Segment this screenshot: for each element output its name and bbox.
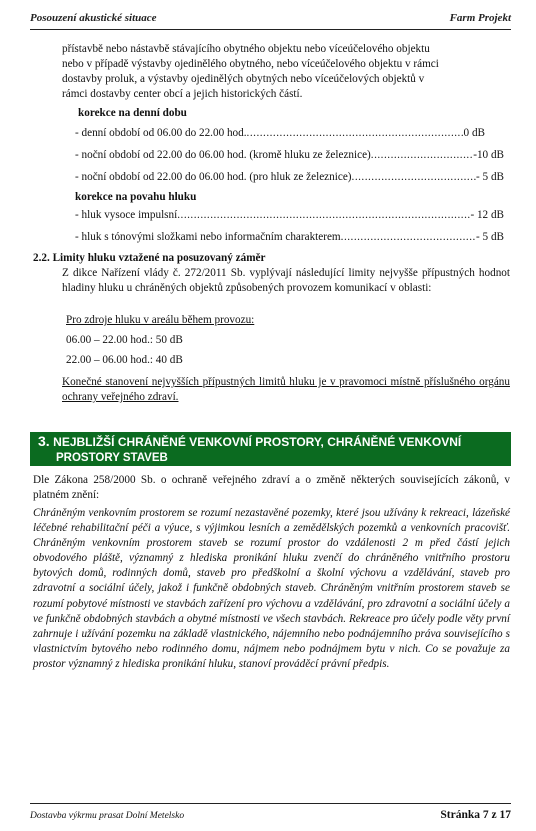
law-reference: Dle Zákona 258/2000 Sb. o ochraně veřejného zdraví a o změně některých souvisejících zákonů, v platném znění: <box>33 474 510 501</box>
section-3-heading-bar <box>30 432 511 466</box>
row-label: - denní období od 06.00 do 22.00 hod. <box>75 127 247 139</box>
intro-line: rámci dostavby center obcí a jejich historických částí. <box>62 88 303 100</box>
row-label: - noční období od 22.00 do 06.00 hod. (pro hluk ze železnice) <box>75 171 352 183</box>
row-value: 0 dB <box>463 127 485 139</box>
section-3-title-line2: PROSTORY STAVEB <box>56 452 168 464</box>
page-footer <box>30 803 511 823</box>
korekce-den-row <box>75 126 485 141</box>
row-value: - 5 dB <box>476 171 504 183</box>
zdroje-label: Pro zdroje hluku v areálu během provozu: <box>66 314 255 326</box>
intro-line: přístavbě nebo nástavbě stávajícího obytného objektu nebo víceúčelového objektu <box>62 43 430 55</box>
section-3-number: 3. <box>38 433 50 449</box>
intro-line: dostavby proluk, a výstavby ojedinělých obytných nebo víceúčelových objektů v <box>62 73 425 85</box>
row-label: - hluk vysoce impulsní <box>75 209 178 221</box>
leader-dots <box>177 208 470 223</box>
limits-conclusion: Konečné stanovení nejvyšších přípustných limitů hluku je v pravomoci místně příslušného orgánu ochrany veřejného zdraví. <box>62 376 510 403</box>
header-title: Posouzení akustické situace <box>30 12 157 24</box>
footer-project: Dostavba výkrmu prasat Dolní Metelsko <box>30 811 185 821</box>
leader-dots <box>352 170 477 185</box>
page-word: Stránka <box>440 809 481 821</box>
intro-paragraph <box>62 42 510 102</box>
protected-area-definition: Chráněným venkovním prostorem se rozumí nezastavěné pozemky, které jsou užívány k rekreaci, lázeňské léčebné rehabilitační péči a výuce, s výjimkou lesních a zemědělských pozemků a venkovních pracovišť. Chráněným venkovním prostorem staveb se rozumí prostor do vzdálenosti 2 m před částí jejich obvodového pláště, významný z hlediska pronikání hluku zvenčí do chráněného vnitřního prostoru bytových domů, rodinných domů, staveb pro předškolní a školní výchovu a vzdělávání, staveb pro zdravotní a sociální účely, jakož i funkčně obdobných staveb. Chráněným vnitřním prostorem staveb se rozumí pobytové místnosti ve stavbách zařízení pro výchovu a vzdělávání, pro zdravotní a sociální účely a ve funkčně obdobných stavbách a obytné místnosti ve všech stavbách. Rekreace pro účely podle věty první zahrnuje i užívání pozemku na základě vlastnického, nájemního nebo podnájemního práva souvisejícího s vlastnictvím bytového nebo rodinného domu, nájmem nebo podnájmem bytu v nich. Co se považuje za prostor významný z hlediska pronikání hluku, stanoví prováděcí právní předpis. <box>33 507 510 670</box>
row-value: -10 dB <box>473 149 504 161</box>
row-value: - 5 dB <box>476 231 504 243</box>
intro-line: nebo v případě výstavby ojedinělého obytného, nebo víceúčelového objektu v rámci <box>62 58 439 70</box>
row-label: - noční období od 22.00 do 06.00 hod. (kromě hluku ze železnice) <box>75 149 371 161</box>
limit-day: 06.00 – 22.00 hod.: 50 dB <box>66 334 183 346</box>
korekce-den-row <box>75 170 504 185</box>
korekce-den-row <box>75 148 504 163</box>
leader-dots <box>371 148 473 163</box>
page-header <box>30 10 511 30</box>
korekce-den-heading: korekce na denní dobu <box>78 107 187 119</box>
leader-dots <box>247 126 464 141</box>
header-company: Farm Projekt <box>449 12 511 24</box>
section-2-2-paragraph: Z dikce Nařízení vlády č. 272/2011 Sb. vyplývají následující limity nejvyšše přípustných hodnot hladiny hluku u chráněných objektů způsobených provozem komunikací v oblasti: <box>62 267 510 294</box>
korekce-povaha-heading: korekce na povahu hluku <box>75 191 197 203</box>
section-3-title-line <box>38 433 505 450</box>
korekce-povaha-row <box>75 230 504 245</box>
section-3-title: NEJBLIŽŠÍ CHRÁNĚNÉ VENKOVNÍ PROSTORY, CHRÁNĚNÉ VENKOVNÍ <box>53 435 462 449</box>
page-total: 17 <box>499 809 511 821</box>
row-label: - hluk s tónovými složkami nebo informačním charakterem <box>75 231 341 243</box>
page-current: 7 <box>482 809 489 821</box>
row-value: - 12 dB <box>470 209 504 221</box>
korekce-povaha-row <box>75 208 504 223</box>
leader-dots <box>341 230 476 245</box>
page-number <box>440 809 511 821</box>
section-2-2-heading: 2.2. Limity hluku vztažené na posuzovaný záměr <box>33 252 266 264</box>
page-of: z <box>491 809 497 821</box>
limit-night: 22.00 – 06.00 hod.: 40 dB <box>66 354 183 366</box>
